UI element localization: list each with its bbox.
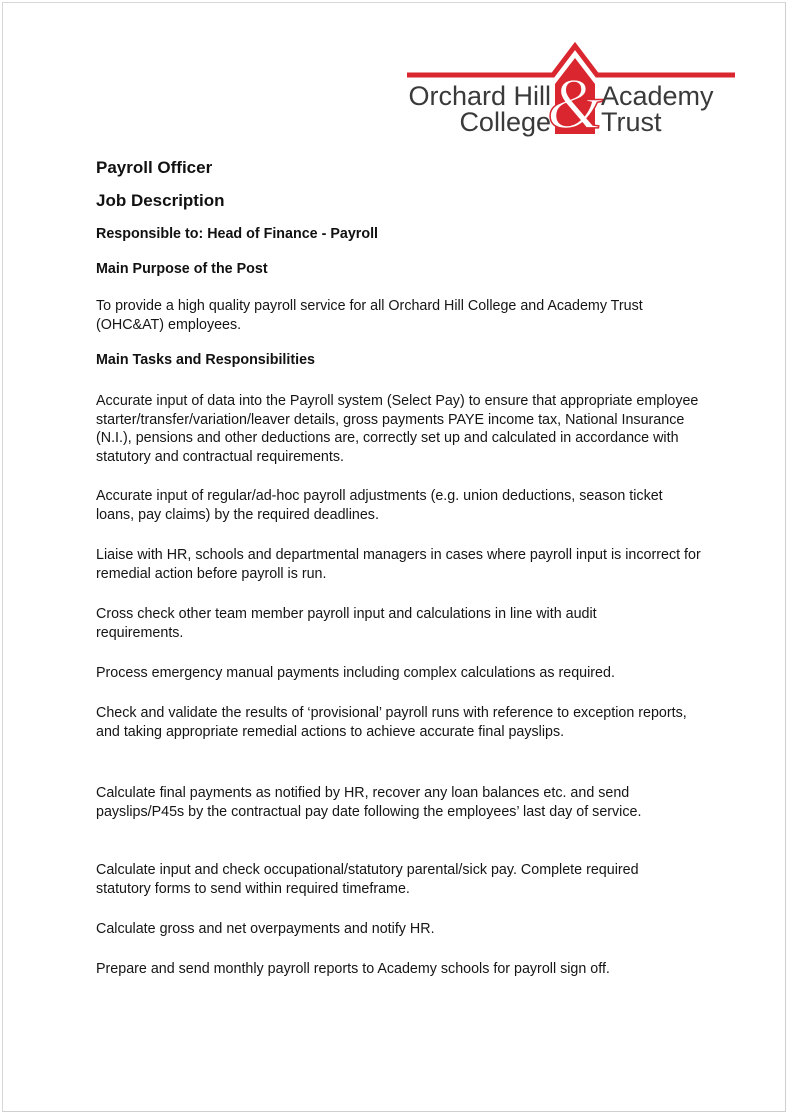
logo-text-orchard-hill: Orchard Hill xyxy=(408,81,551,111)
responsible-to: Responsible to: Head of Finance - Payroll xyxy=(96,226,379,242)
document-subtitle: Job Description xyxy=(96,191,225,210)
task-item: Accurate input of data into the Payroll system (Select Pay) to ensure that appropriate employee starter/transfer/variation/leaver details, gross payments PAYE income tax, National Insurance (N.I.), pensions and other deductions are, correctly set up and calculated in accordance with statutory and contractual requirements. xyxy=(96,393,699,465)
task-item: Check and validate the results of ‘provisional’ payroll runs with reference to exception reports, and taking appropriate remedial actions to achieve accurate final payslips. xyxy=(96,705,687,740)
house-logo-icon xyxy=(405,42,737,138)
task-item: Accurate input of regular/ad-hoc payroll adjustments (e.g. union deductions, season ticket loans, pay claims) by the required deadlines. xyxy=(96,488,663,523)
task-item: Calculate final payments as notified by HR, recover any loan balances etc. and send payslips/P45s by the contractual pay date following the employees’ last day of service. xyxy=(96,785,642,820)
logo-ampersand: & xyxy=(546,64,604,138)
tasks-heading: Main Tasks and Responsibilities xyxy=(96,352,316,368)
task-item: Calculate input and check occupational/statutory parental/sick pay. Complete required statutory forms to send within required timeframe. xyxy=(96,862,639,897)
task-item: Liaise with HR, schools and departmental managers in cases where payroll input is incorrect for remedial action before payroll is run. xyxy=(96,547,701,582)
purpose-heading: Main Purpose of the Post xyxy=(96,261,268,277)
task-item: Cross check other team member payroll input and calculations in line with audit requirements. xyxy=(96,606,597,641)
task-item: Prepare and send monthly payroll reports to Academy schools for payroll sign off. xyxy=(96,961,610,977)
task-item: Calculate gross and net overpayments and notify HR. xyxy=(96,921,435,937)
organization-logo xyxy=(405,42,737,138)
logo-text-trust: Trust xyxy=(601,107,662,137)
task-item: Process emergency manual payments including complex calculations as required. xyxy=(96,665,615,681)
logo-text-academy: Academy xyxy=(601,81,714,111)
logo-text-college: College xyxy=(459,107,551,137)
document-title: Payroll Officer xyxy=(96,158,213,177)
purpose-text: To provide a high quality payroll service for all Orchard Hill College and Academy Trust (OHC&AT) employees. xyxy=(96,298,643,333)
